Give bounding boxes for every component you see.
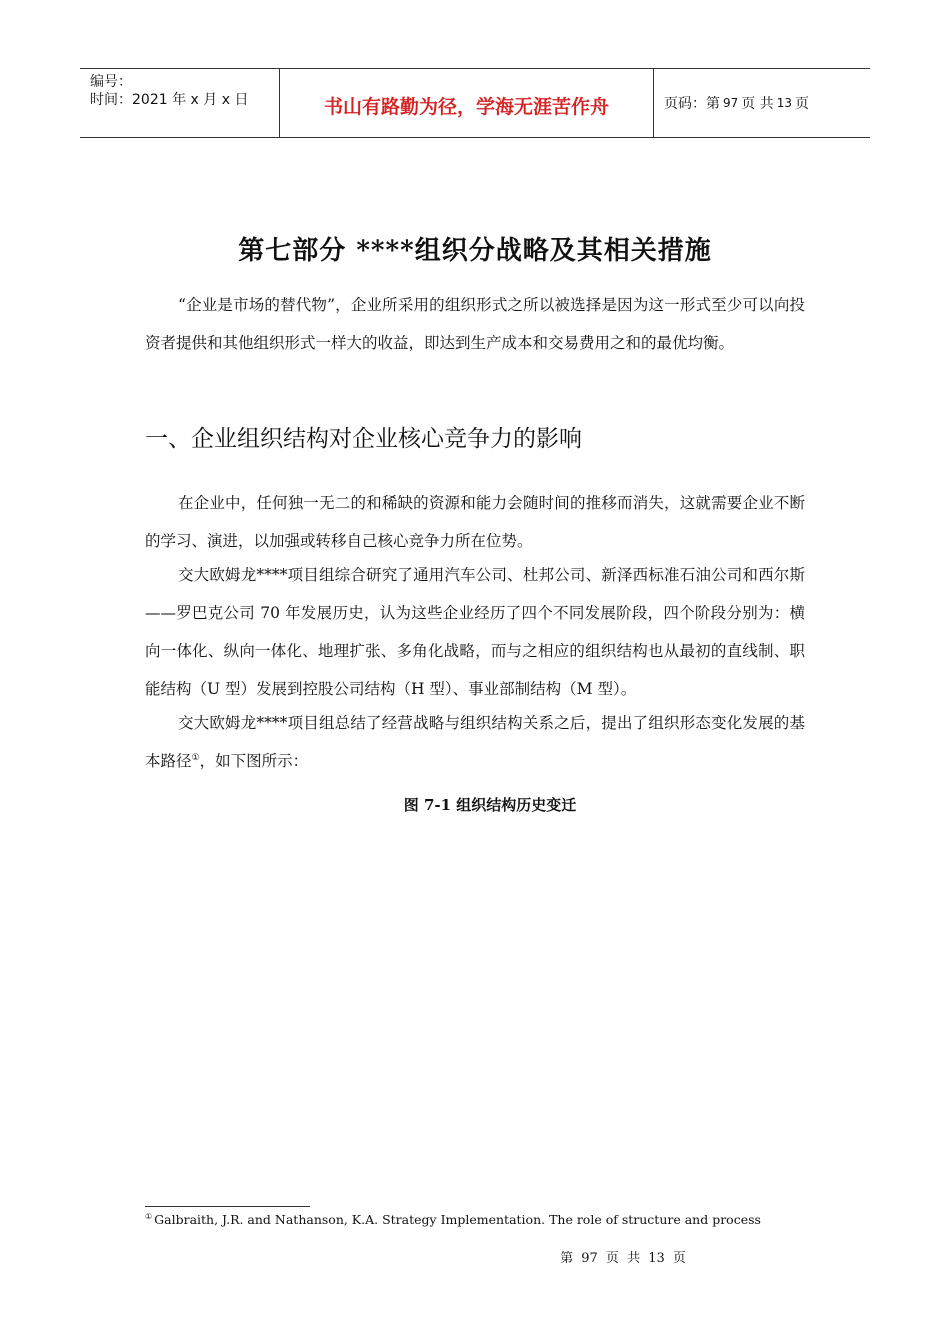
header-time-label: 时间：2021 年 x 月 x 日 [90,92,249,108]
header-page-number: 97 [723,96,739,110]
footnote-mark: ① [145,1212,153,1221]
page-header [80,68,870,138]
footnote [145,1212,761,1227]
header-page-info [654,69,870,137]
page-footer: 第 97 页 共 13 页 [560,1251,686,1266]
paragraph-3-tail: ，如下图所示： [199,752,309,770]
header-motto: 书山有路勤为径，学海无涯苦作舟 [280,69,654,137]
header-page-mid: 页 共 [741,96,774,112]
header-code-label: 编号： [90,74,132,90]
intro-paragraph: “企业是市场的替代物”，企业所采用的组织形式之所以被选择是因为这一形式至少可以向投资者提供和其他组织形式一样大的收益，即达到生产成本和交易费用之和的最优均衡。 [145,296,805,352]
footnote-divider [145,1206,310,1207]
header-page-suffix: 页 [795,96,810,112]
header-meta [80,69,280,137]
paragraph-3 [145,704,805,780]
section-heading: 一、企业组织结构对企业核心竞争力的影响 [145,426,582,452]
footnote-text: Galbraith, J.R. and Nathanson, K.A. Strategy Implementation. The role of structure and process [154,1212,761,1228]
document-title: 第七部分 ****组织分战略及其相关措施 [238,236,712,266]
paragraph-2: 交大欧姆龙****项目组综合研究了通用汽车公司、杜邦公司、新泽西标准石油公司和西尔斯——罗巴克公司 70 年发展历史，认为这些企业经历了四个不同发展阶段，四个阶段分别为：横向一体化、纵向一体化、地理扩张、多角化战略，而与之相应的组织结构也从最初的直线制、职能结构（U 型）发展到控股公司结构（H 型）、事业部制结构（M 型）。 [145,566,805,698]
figure-caption: 图 7-1 组织结构历史变迁 [403,796,577,814]
paragraph-3-text: 交大欧姆龙****项目组总结了经营战略与组织结构关系之后，提出了组织形态变化发展的基本路径 [145,714,805,770]
paragraph-1: 在企业中，任何独一无二的和稀缺的资源和能力会随时间的推移而消失，这就需要企业不断的学习、演进，以加强或转移自己核心竞争力所在位势。 [145,494,805,550]
footnote-reference[interactable]: ① [191,752,200,763]
header-page-prefix: 页码：第 [664,96,720,112]
header-page-total: 13 [776,96,793,110]
